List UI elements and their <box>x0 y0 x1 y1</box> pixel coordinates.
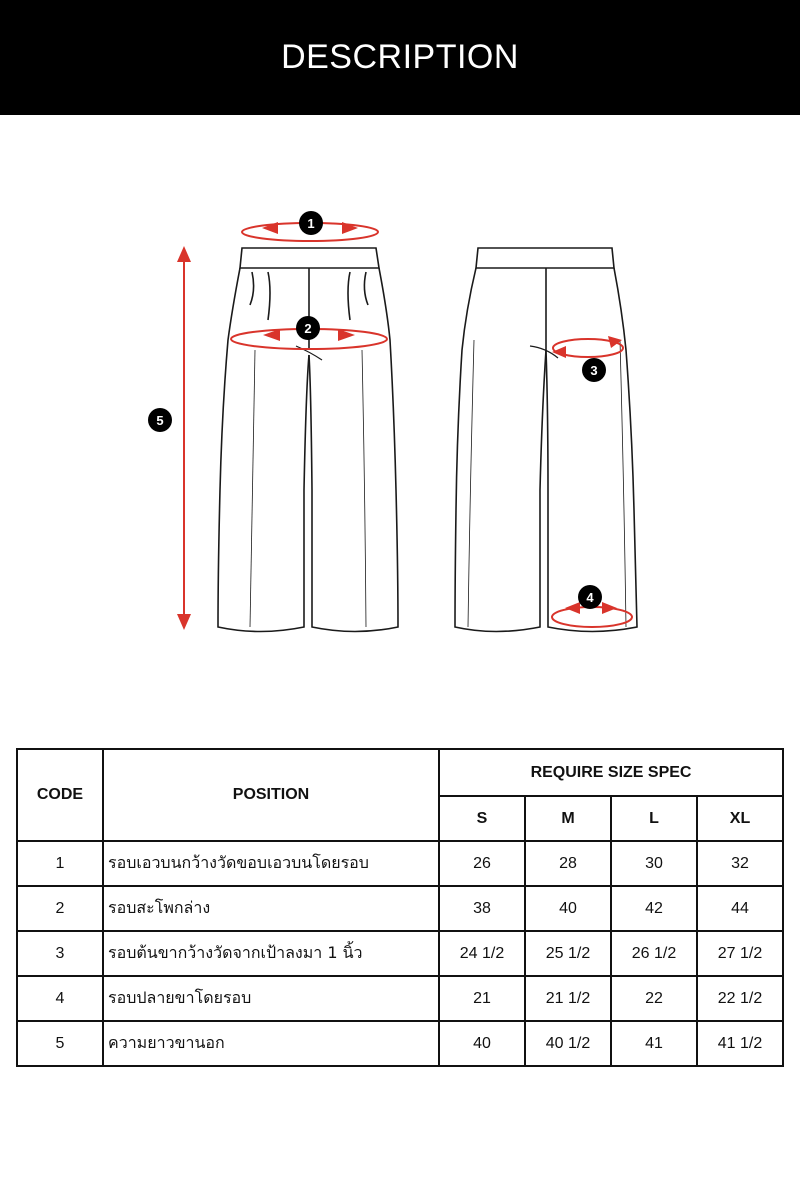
size-spec-table <box>16 748 784 1067</box>
row-position: รอบปลายขาโดยรอบ <box>103 976 439 1021</box>
table-row <box>17 886 783 931</box>
row-code: 4 <box>17 976 103 1021</box>
row-code: 1 <box>17 841 103 886</box>
row-code: 5 <box>17 1021 103 1066</box>
row-value-xl: 44 <box>697 886 783 931</box>
row-value-s: 38 <box>439 886 525 931</box>
row-value-m: 25 1/2 <box>525 931 611 976</box>
pants-diagram <box>0 190 800 660</box>
measure-hem <box>552 585 632 627</box>
row-value-m: 28 <box>525 841 611 886</box>
table-row <box>17 931 783 976</box>
row-code: 3 <box>17 931 103 976</box>
row-value-l: 26 1/2 <box>611 931 697 976</box>
header-size-s: S <box>439 796 525 841</box>
row-value-m: 40 1/2 <box>525 1021 611 1066</box>
pants-illustration <box>0 190 800 660</box>
row-value-m: 40 <box>525 886 611 931</box>
row-position: รอบสะโพกล่าง <box>103 886 439 931</box>
marker-2-label: 2 <box>304 321 312 336</box>
header-position: POSITION <box>103 749 439 841</box>
row-value-l: 22 <box>611 976 697 1021</box>
measure-outseam <box>148 246 191 630</box>
measure-thigh <box>552 336 623 382</box>
table-row <box>17 841 783 886</box>
row-value-s: 40 <box>439 1021 525 1066</box>
row-value-l: 41 <box>611 1021 697 1066</box>
row-position: ความยาวขานอก <box>103 1021 439 1066</box>
row-position: รอบเอวบนกว้างวัดขอบเอวบนโดยรอบ <box>103 841 439 886</box>
row-value-s: 24 1/2 <box>439 931 525 976</box>
row-position: รอบต้นขากว้างวัดจากเป้าลงมา 1 นิ้ว <box>103 931 439 976</box>
header-size-m: M <box>525 796 611 841</box>
row-value-l: 30 <box>611 841 697 886</box>
row-value-xl: 22 1/2 <box>697 976 783 1021</box>
row-value-xl: 41 1/2 <box>697 1021 783 1066</box>
row-value-l: 42 <box>611 886 697 931</box>
page-title: DESCRIPTION <box>281 38 519 76</box>
row-value-xl: 27 1/2 <box>697 931 783 976</box>
back-pants-outline <box>455 248 637 632</box>
marker-4-label: 4 <box>586 590 594 605</box>
table-row <box>17 976 783 1021</box>
marker-1-label: 1 <box>307 216 315 231</box>
marker-3-label: 3 <box>590 363 598 378</box>
marker-5-label: 5 <box>156 413 164 428</box>
row-value-xl: 32 <box>697 841 783 886</box>
header-spec: REQUIRE SIZE SPEC <box>439 749 783 796</box>
row-value-m: 21 1/2 <box>525 976 611 1021</box>
header-bar <box>0 0 800 115</box>
row-value-s: 21 <box>439 976 525 1021</box>
front-pants-outline <box>218 248 398 632</box>
table-row <box>17 1021 783 1066</box>
row-value-s: 26 <box>439 841 525 886</box>
row-code: 2 <box>17 886 103 931</box>
table-header-row <box>17 749 783 796</box>
header-code: CODE <box>17 749 103 841</box>
header-size-xl: XL <box>697 796 783 841</box>
header-size-l: L <box>611 796 697 841</box>
measure-waist <box>242 211 378 241</box>
